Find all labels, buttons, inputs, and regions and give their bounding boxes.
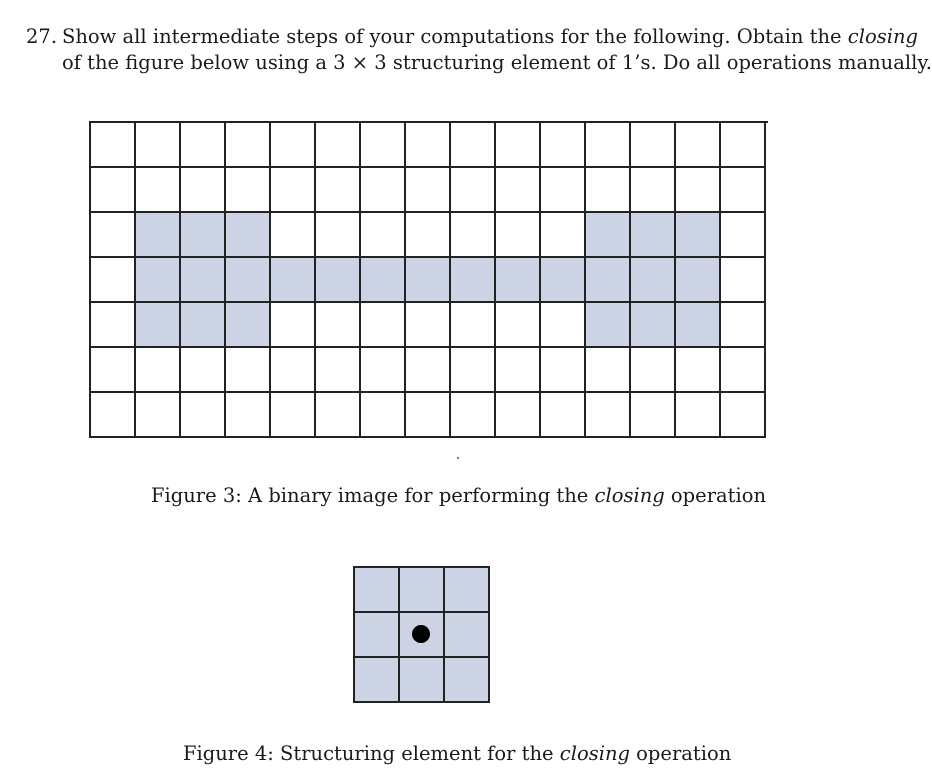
pixel-on — [181, 303, 226, 348]
binary-image-grid — [89, 121, 768, 438]
se-cell — [445, 568, 490, 613]
pixel-on — [451, 258, 496, 303]
pixel-on — [541, 258, 586, 303]
pixel-off — [631, 393, 676, 438]
pixel-off — [91, 213, 136, 258]
pixel-off — [271, 303, 316, 348]
pixel-off — [676, 348, 721, 393]
pixel-off — [406, 303, 451, 348]
pixel-on — [316, 258, 361, 303]
figure-3-caption-prefix: Figure 3: A binary image for performing the — [151, 484, 595, 507]
pixel-on — [181, 213, 226, 258]
pixel-off — [226, 393, 271, 438]
pixel-off — [721, 258, 766, 303]
pixel-on — [586, 258, 631, 303]
pixel-off — [451, 348, 496, 393]
pixel-off — [586, 123, 631, 168]
pixel-off — [316, 168, 361, 213]
problem-line-2 — [26, 50, 932, 76]
pixel-off — [91, 168, 136, 213]
pixel-off — [631, 123, 676, 168]
pixel-on — [271, 258, 316, 303]
pixel-on — [676, 258, 721, 303]
pixel-on — [631, 258, 676, 303]
pixel-off — [271, 348, 316, 393]
pixel-off — [676, 393, 721, 438]
pixel-on — [631, 213, 676, 258]
pixel-off — [361, 393, 406, 438]
se-cell — [445, 658, 490, 703]
pixel-on — [676, 213, 721, 258]
figure-4-caption-italic: closing — [559, 742, 630, 765]
pixel-off — [541, 213, 586, 258]
pixel-off — [271, 393, 316, 438]
pixel-on — [226, 213, 271, 258]
pixel-on — [136, 258, 181, 303]
pixel-off — [316, 213, 361, 258]
figure-4-caption-suffix: operation — [629, 742, 732, 765]
pixel-off — [541, 393, 586, 438]
se-cell — [355, 568, 400, 613]
pixel-off — [496, 348, 541, 393]
pixel-off — [361, 123, 406, 168]
pixel-off — [496, 213, 541, 258]
pixel-off — [271, 168, 316, 213]
pixel-off — [541, 168, 586, 213]
pixel-off — [586, 393, 631, 438]
figure-3-caption — [151, 483, 766, 509]
pixel-off — [361, 348, 406, 393]
pixel-off — [316, 123, 361, 168]
se-cell — [400, 568, 445, 613]
pixel-off — [721, 123, 766, 168]
pixel-off — [181, 168, 226, 213]
pixel-off — [586, 168, 631, 213]
pixel-on — [496, 258, 541, 303]
se-cell — [400, 613, 445, 658]
pixel-off — [721, 348, 766, 393]
pixel-on — [136, 303, 181, 348]
pixel-off — [631, 348, 676, 393]
pixel-off — [91, 393, 136, 438]
pixel-off — [631, 168, 676, 213]
pixel-off — [316, 303, 361, 348]
figure-3-caption-suffix: operation — [664, 484, 767, 507]
pixel-off — [136, 123, 181, 168]
pixel-off — [676, 123, 721, 168]
pixel-off — [226, 168, 271, 213]
pixel-on — [361, 258, 406, 303]
problem-number: 27. — [26, 25, 58, 48]
stray-dot — [457, 457, 459, 459]
pixel-off — [91, 303, 136, 348]
se-cell — [400, 658, 445, 703]
pixel-off — [496, 123, 541, 168]
pixel-off — [226, 348, 271, 393]
pixel-off — [541, 123, 586, 168]
pixel-on — [631, 303, 676, 348]
pixel-off — [316, 393, 361, 438]
pixel-off — [406, 213, 451, 258]
pixel-off — [451, 393, 496, 438]
pixel-off — [316, 348, 361, 393]
pixel-off — [451, 168, 496, 213]
figure-4-caption-prefix: Figure 4: Structuring element for the — [183, 742, 560, 765]
problem-statement — [26, 24, 932, 76]
se-cell — [355, 658, 400, 703]
pixel-off — [271, 213, 316, 258]
pixel-off — [406, 393, 451, 438]
pixel-off — [586, 348, 631, 393]
pixel-off — [406, 168, 451, 213]
figure-4-caption — [183, 741, 731, 767]
pixel-off — [676, 168, 721, 213]
pixel-off — [361, 303, 406, 348]
pixel-off — [721, 168, 766, 213]
pixel-off — [361, 213, 406, 258]
pixel-off — [721, 213, 766, 258]
se-cell — [445, 613, 490, 658]
pixel-off — [721, 303, 766, 348]
pixel-off — [91, 123, 136, 168]
problem-line-1-text: Show all intermediate steps of your computations for the following. Obtain the — [62, 25, 848, 48]
pixel-off — [136, 393, 181, 438]
pixel-off — [181, 393, 226, 438]
pixel-off — [181, 123, 226, 168]
pixel-off — [361, 168, 406, 213]
figure-3-caption-italic: closing — [594, 484, 665, 507]
pixel-off — [496, 303, 541, 348]
problem-line-2-text: of the figure below using a 3 × 3 structuring element of 1’s. Do all operations manually. — [62, 51, 932, 74]
pixel-off — [91, 258, 136, 303]
pixel-on — [406, 258, 451, 303]
figure-4-structuring-element — [353, 566, 490, 703]
pixel-off — [451, 303, 496, 348]
pixel-off — [541, 348, 586, 393]
pixel-off — [406, 348, 451, 393]
pixel-on — [181, 258, 226, 303]
problem-line-1-italic: closing — [847, 25, 918, 48]
pixel-off — [91, 348, 136, 393]
structuring-element-grid — [353, 566, 490, 703]
pixel-on — [136, 213, 181, 258]
se-cell — [355, 613, 400, 658]
pixel-on — [586, 213, 631, 258]
pixel-off — [226, 123, 271, 168]
pixel-off — [136, 348, 181, 393]
pixel-off — [541, 303, 586, 348]
pixel-off — [721, 393, 766, 438]
pixel-on — [676, 303, 721, 348]
pixel-off — [406, 123, 451, 168]
pixel-off — [136, 168, 181, 213]
pixel-off — [496, 393, 541, 438]
figure-3-binary-image — [89, 121, 768, 438]
pixel-on — [226, 303, 271, 348]
pixel-on — [586, 303, 631, 348]
pixel-off — [181, 348, 226, 393]
pixel-on — [226, 258, 271, 303]
pixel-off — [451, 123, 496, 168]
origin-dot-icon — [412, 625, 430, 643]
pixel-off — [271, 123, 316, 168]
pixel-off — [451, 213, 496, 258]
problem-line-1 — [26, 24, 918, 50]
pixel-off — [496, 168, 541, 213]
